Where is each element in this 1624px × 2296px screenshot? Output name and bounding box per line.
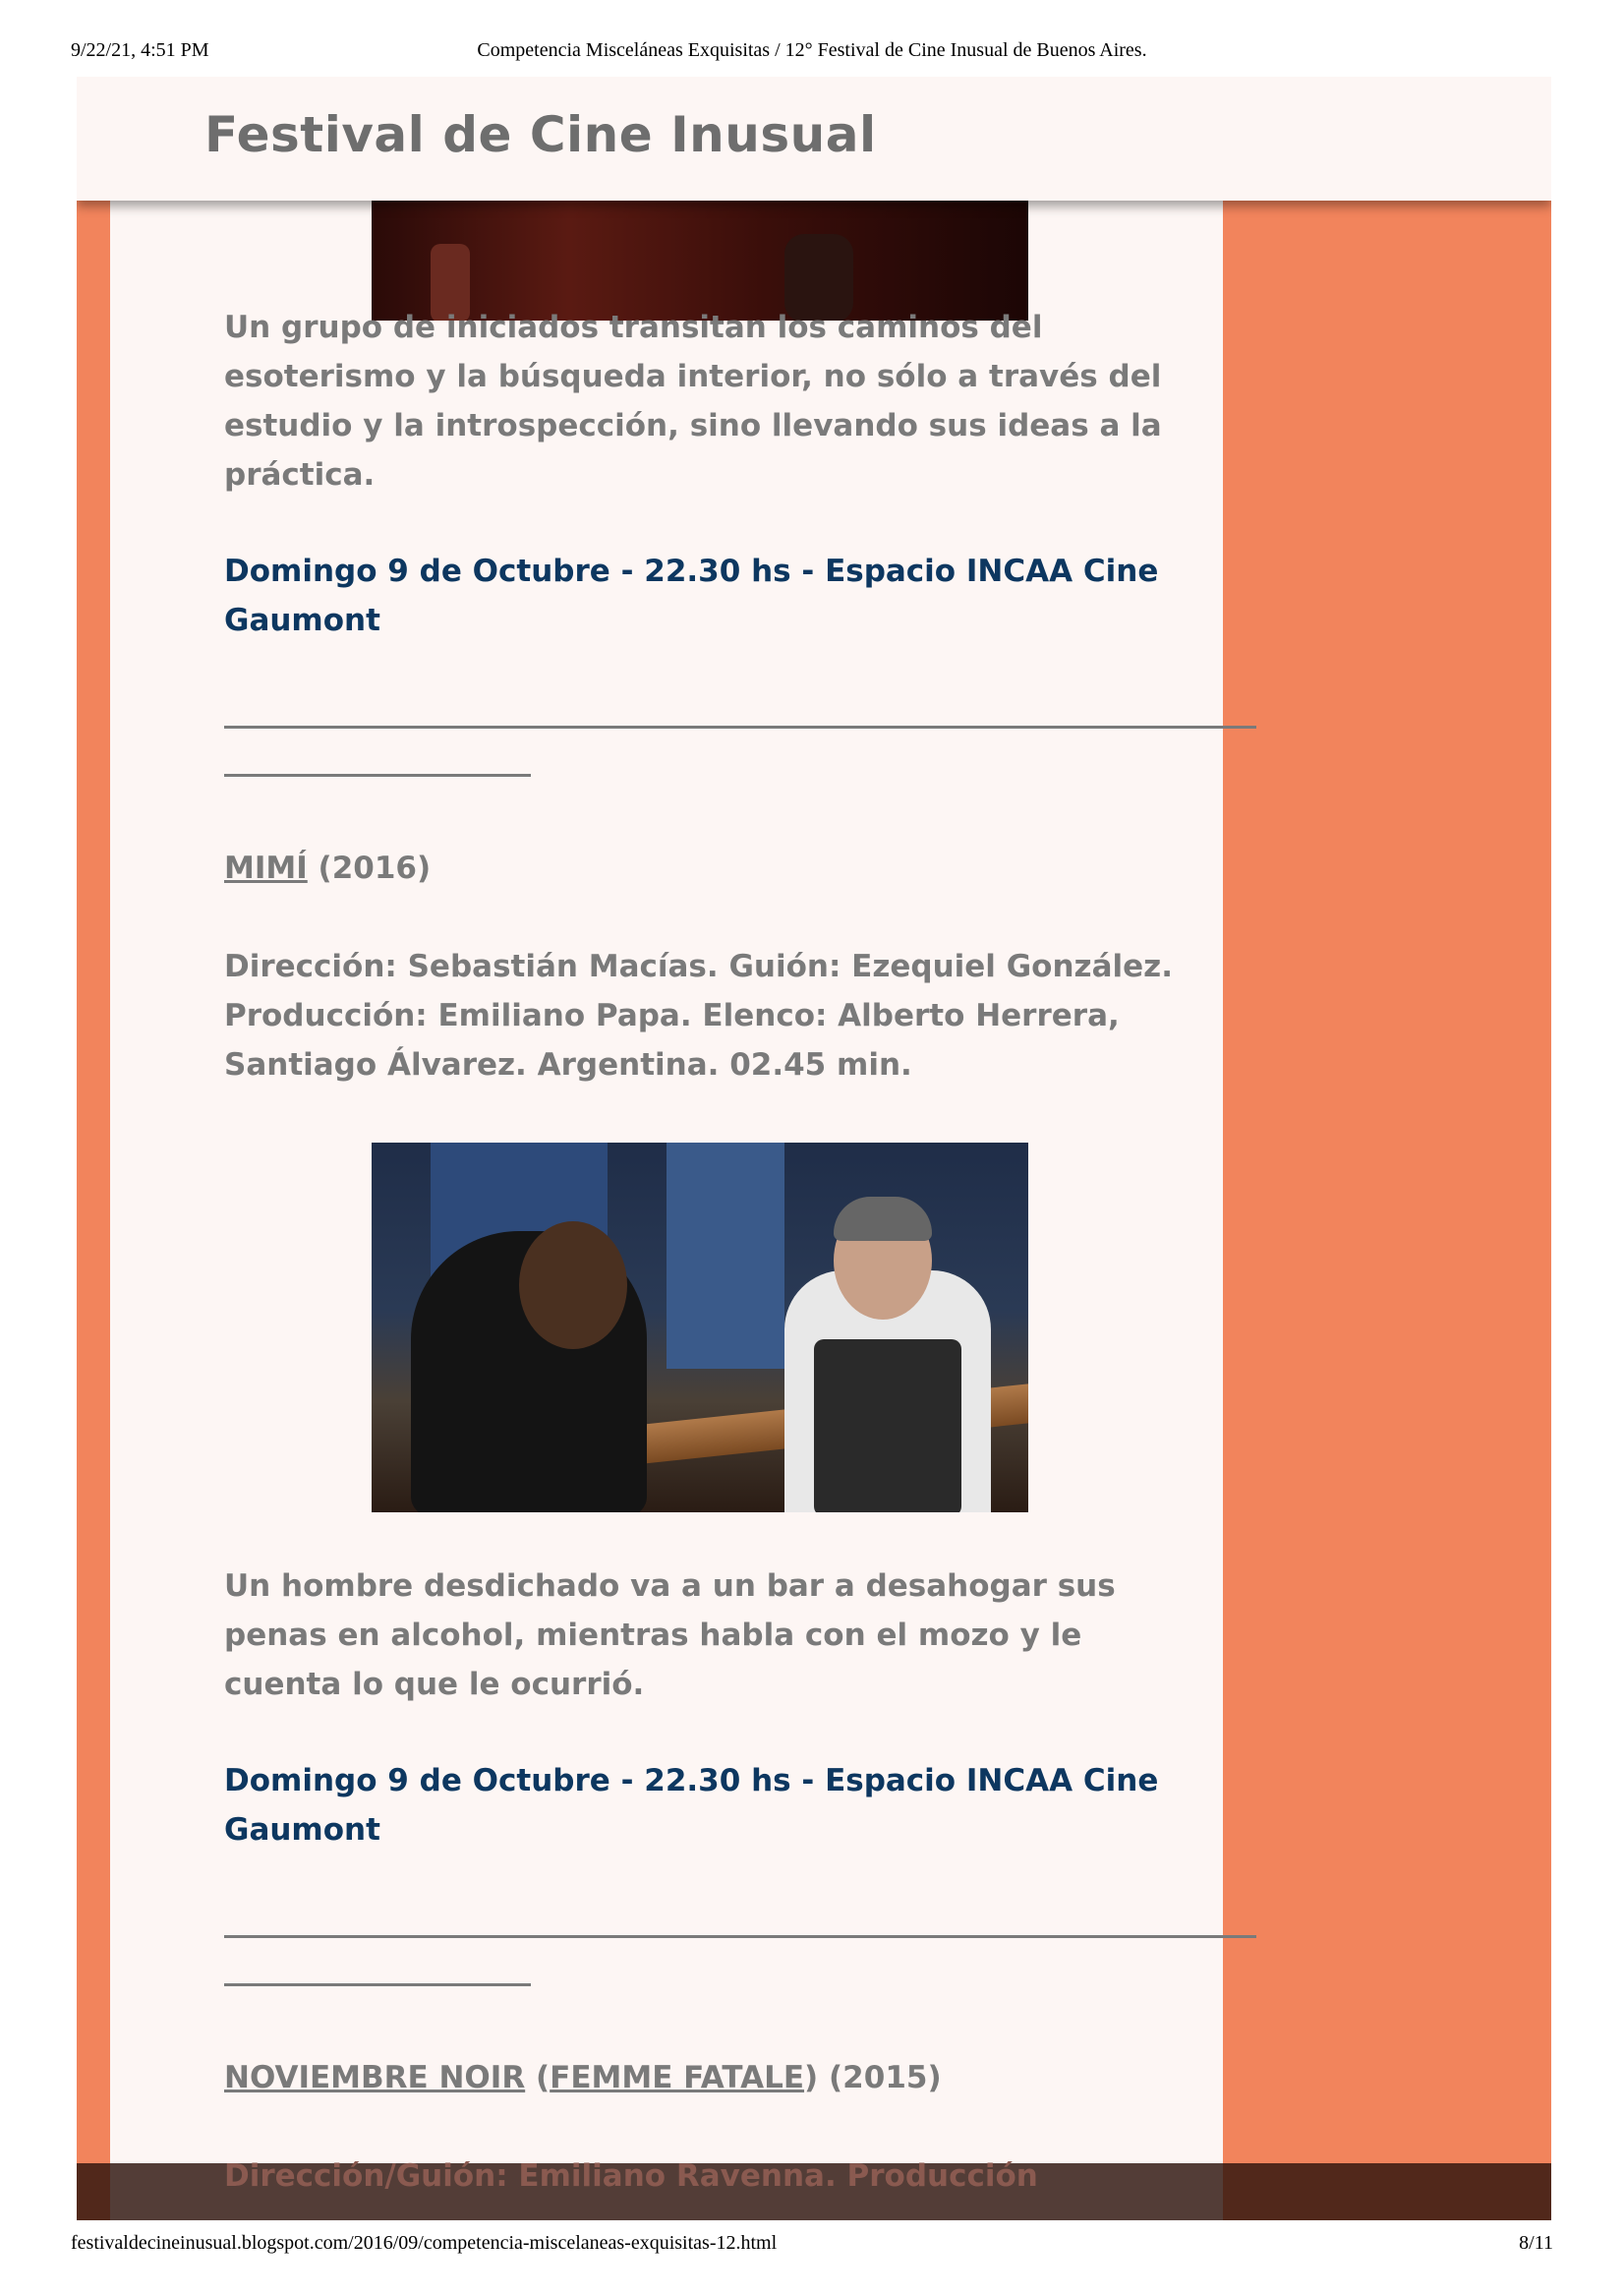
separator-line [224, 726, 1256, 729]
film-title-link[interactable]: MIMÍ [224, 851, 308, 886]
film-title-separator: ( [525, 2060, 551, 2095]
print-datetime: 9/22/21, 4:51 PM [71, 39, 209, 61]
film-credits-partial: Dirección/Guión: Emiliano Ravenna. Producción [224, 2158, 1038, 2194]
print-footer [71, 2232, 1553, 2262]
site-header [77, 77, 1551, 201]
print-url: festivaldecineinusual.blogspot.com/2016/09/competencia-miscelaneas-exquisitas-12.html [71, 2232, 778, 2254]
browser-viewport [77, 77, 1551, 2220]
film-year: ) (2015) [804, 2060, 942, 2095]
post-content-column [110, 77, 1223, 2220]
film-synopsis: Un grupo de iniciados transitan los caminos del esoterismo y la búsqueda interior, no sólo a través del estudio y la introspección, sino llevando sus ideas a la práctica. [224, 310, 1162, 493]
film-still-image-mimi [372, 1143, 1028, 1512]
film-heading [224, 844, 1207, 893]
separator-line [224, 1935, 1256, 1938]
screening-info: Domingo 9 de Octubre - 22.30 hs - Espacio INCAA Cine Gaumont [224, 554, 1159, 638]
print-doc-title: Competencia Misceláneas Exquisitas / 12° Festival de Cine Inusual de Buenos Aires. [477, 39, 1147, 61]
print-page-number: 8/11 [1519, 2232, 1553, 2254]
film-credits: Dirección: Sebastián Macías. Guión: Ezequiel González. Producción: Emiliano Papa. Elenco: Alberto Herrera, Santiago Álvarez. Argentina. 02.45 min. [224, 949, 1173, 1083]
film-title-link[interactable]: NOVIEMBRE NOIR [224, 2060, 526, 2095]
film-alt-title-link[interactable]: FEMME FATALE [550, 2060, 805, 2095]
site-title-link[interactable]: Festival de Cine Inusual [204, 106, 877, 163]
film-year: (2016) [307, 851, 432, 886]
separator-line [224, 1983, 531, 1986]
film-heading [224, 2053, 1207, 2102]
print-header [71, 39, 1553, 69]
separator-line [224, 774, 531, 777]
film-synopsis: Un hombre desdichado va a un bar a desahogar sus penas en alcohol, mientras habla con el mozo y le cuenta lo que le ocurrió. [224, 1568, 1116, 1702]
screening-info: Domingo 9 de Octubre - 22.30 hs - Espacio INCAA Cine Gaumont [224, 1763, 1159, 1848]
